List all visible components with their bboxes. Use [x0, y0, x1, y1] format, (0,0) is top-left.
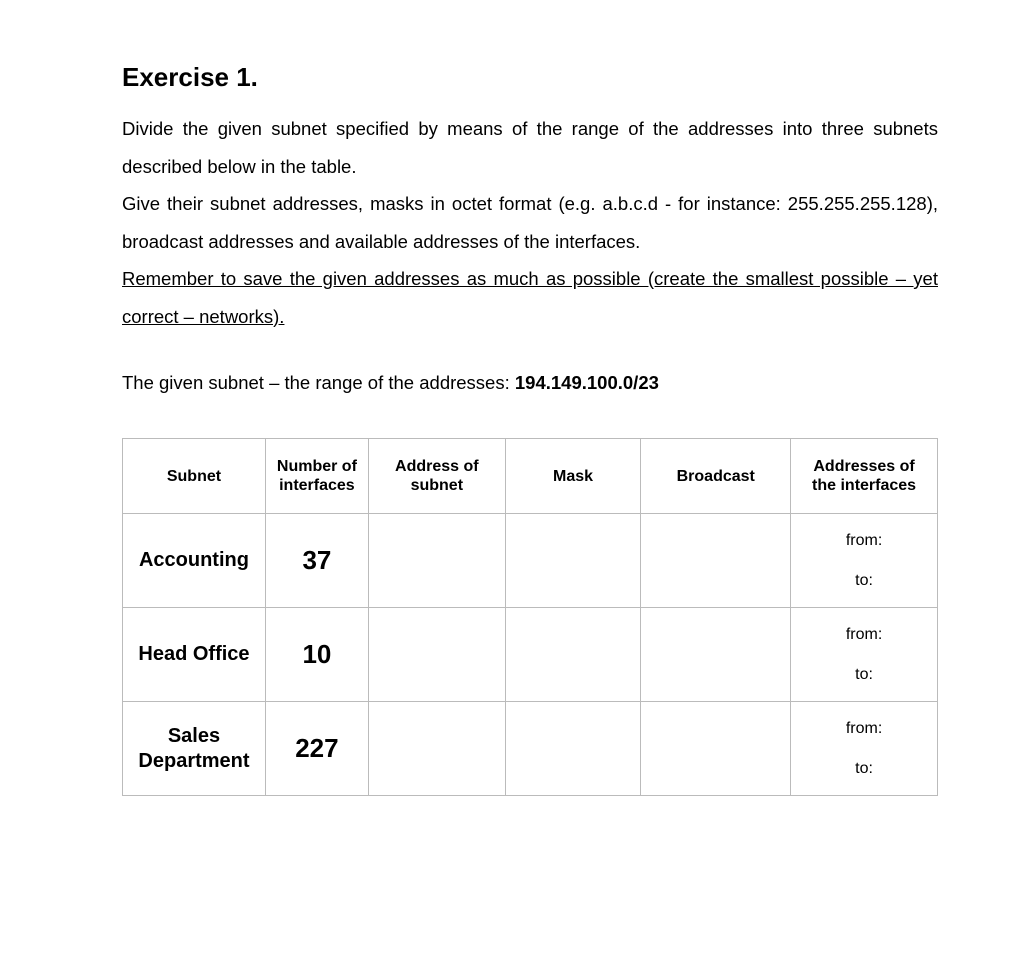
from-label: from: [845, 531, 883, 549]
header-broadcast: Broadcast [641, 439, 791, 514]
given-subnet-label: The given subnet – the range of the addresses: [122, 372, 515, 393]
table-row [123, 514, 938, 608]
address-cell[interactable] [368, 608, 505, 702]
subnet-name: Sales Department [123, 702, 266, 796]
exercise-title: Exercise 1. [122, 62, 258, 92]
mask-cell[interactable] [505, 514, 641, 608]
header-subnet: Subnet [123, 439, 266, 514]
given-subnet [122, 372, 659, 394]
range-cell[interactable] [791, 608, 938, 702]
header-interfaces: Number of interfaces [265, 439, 368, 514]
address-cell[interactable] [368, 514, 505, 608]
broadcast-cell[interactable] [641, 608, 791, 702]
mask-cell[interactable] [505, 702, 641, 796]
instruction-2: Give their subnet addresses, masks in octet format (e.g. a.b.c.d - for instance: 255.255.255.128), broadcast addresses and available addresses of the interfaces. [122, 193, 938, 252]
table-row [123, 608, 938, 702]
range-cell[interactable] [791, 514, 938, 608]
interface-count: 227 [265, 702, 368, 796]
interface-count: 37 [265, 514, 368, 608]
from-label: from: [845, 625, 883, 643]
interface-count: 10 [265, 608, 368, 702]
to-label: to: [855, 571, 873, 589]
broadcast-cell[interactable] [641, 514, 791, 608]
to-label: to: [855, 665, 873, 683]
subnet-name: Accounting [123, 514, 266, 608]
instructions [122, 110, 938, 335]
address-cell[interactable] [368, 702, 505, 796]
table-header-row [123, 439, 938, 514]
header-address: Address of subnet [368, 439, 505, 514]
given-subnet-value: 194.149.100.0/23 [514, 372, 659, 393]
table-row [123, 702, 938, 796]
to-label: to: [855, 759, 873, 777]
header-mask: Mask [505, 439, 641, 514]
subnet-name: Head Office [123, 608, 266, 702]
broadcast-cell[interactable] [641, 702, 791, 796]
header-interface-addresses: Addresses of the interfaces [791, 439, 938, 514]
range-cell[interactable] [791, 702, 938, 796]
mask-cell[interactable] [505, 608, 641, 702]
instruction-3-underlined: Remember to save the given addresses as much as possible (create the smallest possible – yet correct – networks). [122, 268, 938, 327]
instruction-1: Divide the given subnet specified by means of the range of the addresses into three subnets described below in the table. [122, 118, 938, 177]
from-label: from: [845, 719, 883, 737]
subnet-table [122, 438, 938, 796]
